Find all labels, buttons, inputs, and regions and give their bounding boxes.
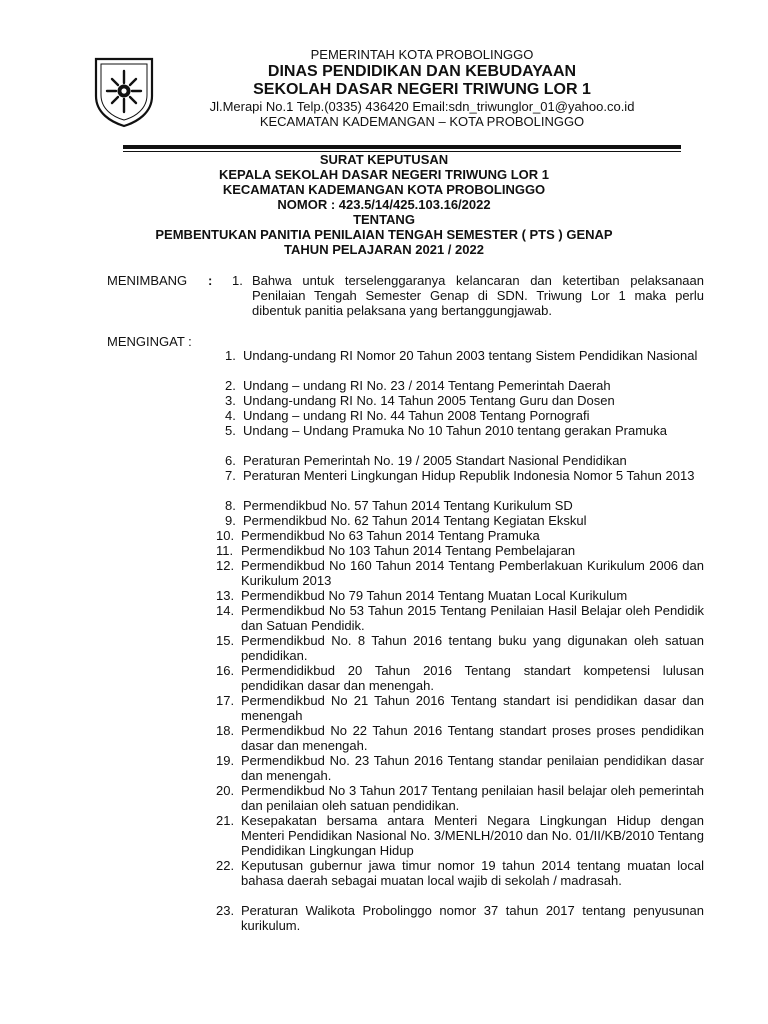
mengingat-item-text: Permendikbud No 22 Tahun 2016 Tentang standart proses proses pendidikan dasar dan menengah. (241, 723, 704, 753)
mengingat-item-number: 23. (216, 903, 235, 918)
mengingat-item-number: 4. (225, 408, 236, 423)
mengingat-item-number: 18. (216, 723, 235, 738)
menimbang-item-text: Bahwa untuk terselenggaranya kelancaran dan ketertiban pelaksanaan Penilaian Tengah Semester Genap di SDN. Triwung Lor 1 maka perlu dibentuk panitia pelaksana yang bertanggungjawab. (252, 273, 704, 318)
mengingat-item-number: 10. (216, 528, 235, 543)
mengingat-item-number: 16. (216, 663, 235, 678)
mengingat-item-number: 22. (216, 858, 235, 873)
mengingat-label: MENGINGAT : (107, 334, 192, 349)
mengingat-item-text: Undang-undang RI No. 14 Tahun 2005 Tentang Guru dan Dosen (243, 393, 615, 408)
mengingat-item-text: Permendikbud No 53 Tahun 2015 Tentang Penilaian Hasil Belajar oleh Pendidik dan Satuan Pendidik. (241, 603, 704, 633)
mengingat-item-text: Peraturan Pemerintah No. 19 / 2005 Standart Nasional Pendidikan (243, 453, 627, 468)
mengingat-item-number: 2. (225, 378, 236, 393)
decree-heading: SURAT KEPUTUSAN (319, 152, 449, 167)
mengingat-item-text: Peraturan Walikota Probolinggo nomor 37 tahun 2017 tentang penyusunan kurikulum. (241, 903, 704, 933)
mengingat-item-text: Undang – undang RI No. 23 / 2014 Tentang Pemerintah Daerah (243, 378, 611, 393)
mengingat-item-text: Permendikbud No 63 Tahun 2014 Tentang Pramuka (241, 528, 540, 543)
mengingat-item-text: Permendikbud No. 23 Tahun 2016 Tentang standar penilaian pendidikan dasar dan menengah. (241, 753, 704, 783)
mengingat-item-number: 19. (216, 753, 235, 768)
mengingat-item-number: 7. (225, 468, 236, 483)
mengingat-item-text: Permendikbud No 79 Tahun 2014 Tentang Muatan Local Kurikulum (241, 588, 628, 603)
menimbang-label: MENIMBANG (107, 273, 188, 288)
decree-subject: PEMBENTUKAN PANITIA PENILAIAN TENGAH SEMESTER ( PTS ) GENAP (155, 227, 613, 242)
mengingat-item-number: 13. (216, 588, 235, 603)
government-name: PEMERINTAH KOTA PROBOLINGGO (310, 47, 534, 62)
mengingat-item-number: 9. (225, 513, 236, 528)
mengingat-item-text: Permendidikbud 20 Tahun 2016 Tentang standart kompetensi lulusan pendidikan dasar dan menengah. (241, 663, 704, 693)
letterhead-divider-thick (123, 145, 681, 149)
mengingat-item-text: Permendikbud No. 62 Tahun 2014 Tentang Kegiatan Ekskul (243, 513, 587, 528)
mengingat-item-text: Keputusan gubernur jawa timur nomor 19 tahun 2014 tentang muatan local bahasa daerah sebagai muatan local wajib di sekolah / madrasah. (241, 858, 704, 888)
decree-number: NOMOR : 423.5/14/425.103.16/2022 (277, 197, 491, 212)
decree-issuer: KEPALA SEKOLAH DASAR NEGERI TRIWUNG LOR 1 (218, 167, 550, 182)
mengingat-item-text: Permendikbud No 160 Tahun 2014 Tentang Pemberlakuan Kurikulum 2006 dan Kurikulum 2013 (241, 558, 704, 588)
mengingat-item-text: Permendikbud No. 8 Tahun 2016 tentang buku yang digunakan oleh satuan pendidikan. (241, 633, 704, 663)
mengingat-item-text: Kesepakatan bersama antara Menteri Negara Lingkungan Hidup dengan Menteri Pendidikan Nasional No. 3/MENLH/2010 dan No. 01/II/KB/2010 Tentang Pendidikan Lingkungan Hidup (241, 813, 704, 858)
mengingat-item-number: 6. (225, 453, 236, 468)
mengingat-item-text: Permendikbud No 3 Tahun 2017 Tentang penilaian hasil belajar oleh pemerintah dan penilaian oleh satuan pendidikan. (241, 783, 704, 813)
school-address: Jl.Merapi No.1 Telp.(0335) 436420 Email:sdn_triwunglor_01@yahoo.co.id (209, 99, 635, 114)
mengingat-item-number: 8. (225, 498, 236, 513)
mengingat-item-number: 5. (225, 423, 236, 438)
decree-about: TENTANG (353, 212, 415, 227)
menimbang-colon: : (208, 273, 213, 288)
decree-district: KECAMATAN KADEMANGAN KOTA PROBOLINGGO (222, 182, 546, 197)
mengingat-item-text: Permendikbud No 21 Tahun 2016 Tentang standart isi pendidikan dasar dan menengah (241, 693, 704, 723)
mengingat-item-number: 15. (216, 633, 235, 648)
mengingat-item-text: Peraturan Menteri Lingkungan Hidup Republik Indonesia Nomor 5 Tahun 2013 (243, 468, 695, 483)
mengingat-item-text: Permendikbud No. 57 Tahun 2014 Tentang Kurikulum SD (243, 498, 573, 513)
mengingat-item-number: 20. (216, 783, 235, 798)
mengingat-item-number: 17. (216, 693, 235, 708)
mengingat-item-number: 12. (216, 558, 235, 573)
mengingat-item-number: 1. (225, 348, 236, 363)
mengingat-item-number: 14. (216, 603, 235, 618)
office-name: DINAS PENDIDIKAN DAN KEBUDAYAAN (267, 63, 577, 80)
mengingat-item-number: 21. (216, 813, 235, 828)
school-name: SEKOLAH DASAR NEGERI TRIWUNG LOR 1 (253, 81, 591, 98)
decree-year: TAHUN PELAJARAN 2021 / 2022 (284, 242, 484, 257)
mengingat-item-text: Undang – Undang Pramuka No 10 Tahun 2010 tentang gerakan Pramuka (243, 423, 667, 438)
mengingat-item-text: Undang – undang RI No. 44 Tahun 2008 Tentang Pornografi (243, 408, 590, 423)
mengingat-item-text: Permendikbud No 103 Tahun 2014 Tentang Pembelajaran (241, 543, 576, 558)
school-district: KECAMATAN KADEMANGAN – KOTA PROBOLINGGO (259, 114, 585, 129)
mengingat-item-text: Undang-undang RI Nomor 20 Tahun 2003 tentang Sistem Pendidikan Nasional (243, 348, 698, 363)
menimbang-item-number: 1. (232, 273, 243, 288)
mengingat-item-number: 3. (225, 393, 236, 408)
mengingat-item-number: 11. (216, 543, 234, 558)
